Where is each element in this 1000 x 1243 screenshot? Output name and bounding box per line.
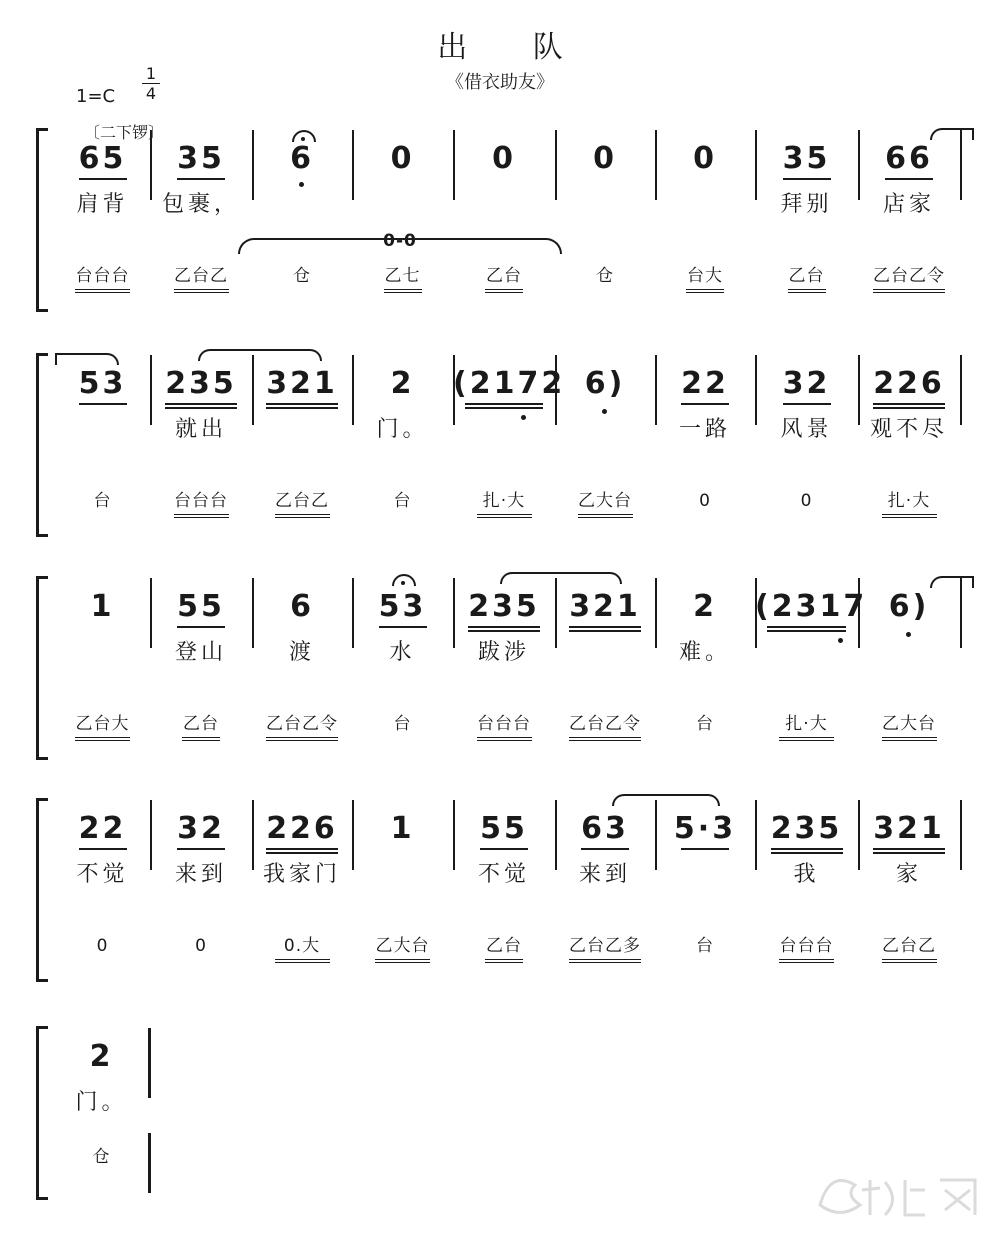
- staff-system: [0, 568, 1000, 758]
- percussion-underline: [75, 289, 130, 290]
- percussion-syllable: 0.大: [283, 936, 321, 956]
- jianpu-note: 226: [266, 811, 338, 846]
- beam-line: [771, 848, 843, 850]
- jianpu-note: 5·3: [673, 811, 737, 846]
- staff-system: [0, 345, 1000, 535]
- jianpu-note: 0: [492, 141, 516, 176]
- jianpu-note: 235: [468, 589, 540, 624]
- beam-line: [681, 848, 729, 850]
- percussion-underline: [788, 292, 826, 293]
- slur-line: [930, 128, 974, 140]
- lyric-text: 我家门: [262, 862, 341, 887]
- percussion-underline: [686, 289, 724, 290]
- lyric-text: 肩背: [76, 192, 129, 217]
- percussion-underline: [75, 292, 130, 293]
- jianpu-note: 6: [290, 141, 314, 176]
- jianpu-note: 22: [78, 811, 127, 846]
- barline: [148, 1028, 151, 1098]
- beam-line: [771, 852, 843, 854]
- beam-line: [885, 178, 933, 180]
- lyric-text: 门。: [376, 417, 429, 442]
- beam-line: [465, 403, 543, 405]
- percussion-syllable: 乙大台: [578, 491, 632, 511]
- percussion-syllable: 乙七: [384, 266, 421, 286]
- jianpu-note: 53: [378, 589, 427, 624]
- percussion-underline: [686, 292, 724, 293]
- lyric-text: 不觉: [76, 862, 129, 887]
- beam-line: [79, 178, 127, 180]
- percussion-underline: [375, 962, 430, 963]
- time-signature-top: 1: [145, 64, 157, 83]
- lyric-text: 门。: [75, 1090, 128, 1115]
- percussion-syllable: 仓: [92, 1147, 111, 1167]
- jianpu-note: 35: [782, 141, 831, 176]
- beam-line: [873, 852, 945, 854]
- barline: [960, 800, 962, 870]
- slur-line: [612, 794, 720, 806]
- jianpu-note: 53: [78, 366, 127, 401]
- beam-line: [165, 403, 237, 405]
- staff-system: [0, 790, 1000, 980]
- percussion-syllable: 0: [96, 936, 109, 956]
- percussion-underline: [182, 737, 220, 738]
- lyric-text: 登山: [174, 640, 227, 665]
- jianpu-note: 321: [266, 366, 338, 401]
- jianpu-note: 1: [90, 589, 115, 624]
- jianpu-note: 35: [177, 141, 225, 176]
- jianpu-note: 6): [584, 366, 626, 401]
- percussion-underline: [275, 962, 330, 963]
- lyric-text: 一路: [678, 417, 731, 442]
- percussion-underline: [174, 517, 229, 518]
- percussion-underline: [569, 740, 641, 741]
- beam-line: [266, 407, 338, 409]
- time-signature: [142, 64, 160, 103]
- percussion-underline: [75, 740, 130, 741]
- percussion-underline: [275, 514, 330, 515]
- jianpu-note: 2: [89, 1039, 114, 1074]
- lyric-text: 包裹，: [161, 192, 240, 217]
- percussion-syllable: 乙台乙令: [873, 266, 945, 286]
- lyric-text: 观不尽: [869, 417, 948, 442]
- jianpu-note: 66: [885, 141, 933, 176]
- low-octave-dot: [602, 409, 607, 414]
- percussion-underline: [375, 959, 430, 960]
- gong-instruction: 〔二下锣〕: [84, 123, 165, 142]
- percussion-underline: [788, 289, 826, 290]
- beam-line: [465, 407, 543, 409]
- percussion-underline: [873, 289, 945, 290]
- time-signature-bottom: 4: [142, 83, 160, 103]
- lyric-text: 拜别: [780, 192, 833, 217]
- jianpu-note: (2172: [453, 366, 566, 401]
- beam-line: [767, 630, 846, 632]
- barline: [148, 1133, 151, 1193]
- percussion-underline: [569, 962, 641, 963]
- slur-line: [500, 572, 622, 584]
- jianpu-note: 55: [177, 589, 225, 624]
- beam-line: [767, 626, 846, 628]
- system-bracket: [36, 128, 48, 312]
- lyric-text: 渡: [288, 640, 315, 665]
- percussion-underline: [266, 740, 338, 741]
- jianpu-note: (2317: [755, 589, 868, 624]
- lyric-text: 来到: [174, 862, 227, 887]
- percussion-underline: [569, 959, 641, 960]
- staff-system: [0, 120, 1000, 310]
- percussion-underline: [384, 292, 422, 293]
- percussion-underline: [779, 959, 834, 960]
- percussion-underline: [882, 517, 937, 518]
- percussion-syllable: 乙台乙令: [569, 714, 641, 734]
- jianpu-note: 32: [782, 366, 831, 401]
- lyric-text: 不觉: [477, 862, 530, 887]
- percussion-syllable: 0: [699, 491, 711, 511]
- lyric-text: 我: [793, 862, 820, 887]
- percussion-underline: [485, 962, 523, 963]
- jianpu-note: 321: [873, 811, 945, 846]
- beam-line: [266, 848, 338, 850]
- system-bracket: [36, 798, 48, 982]
- beam-line: [581, 848, 629, 850]
- beam-line: [681, 403, 729, 405]
- percussion-syllable: 0: [800, 491, 813, 511]
- percussion-syllable: 台台台: [779, 936, 834, 956]
- percussion-syllable: 乙台大: [75, 714, 130, 734]
- percussion-syllable: 台: [696, 714, 714, 734]
- percussion-syllable: 台: [93, 491, 112, 511]
- beam-line: [468, 630, 540, 632]
- jianpu-note: 6): [888, 589, 930, 624]
- low-octave-dot: [299, 182, 304, 187]
- percussion-syllable: 台大: [687, 266, 723, 286]
- percussion-underline: [569, 737, 641, 738]
- key-signature: 1=C: [76, 86, 116, 107]
- percussion-underline: [477, 514, 532, 515]
- percussion-underline: [75, 737, 130, 738]
- percussion-underline: [578, 514, 633, 515]
- lyric-text: 难。: [678, 640, 731, 665]
- percussion-underline: [384, 289, 422, 290]
- beam-line: [569, 626, 641, 628]
- lyric-text: 家: [895, 862, 922, 887]
- percussion-syllable: 乙台乙令: [266, 714, 338, 734]
- barline: [960, 130, 962, 200]
- low-octave-dot: [521, 415, 526, 420]
- percussion-syllable: 台: [393, 491, 412, 511]
- low-octave-dot: [838, 638, 843, 643]
- lyric-text: 水: [389, 640, 416, 665]
- percussion-underline: [477, 517, 532, 518]
- beam-line: [873, 403, 945, 405]
- percussion-syllable: 0: [195, 936, 207, 956]
- beam-line: [480, 848, 528, 850]
- percussion-syllable: 乙台: [486, 266, 522, 286]
- beam-line: [79, 403, 127, 405]
- jianpu-note: 55: [480, 811, 528, 846]
- beam-line: [266, 403, 338, 405]
- percussion-underline: [485, 292, 523, 293]
- percussion-underline: [882, 740, 937, 741]
- percussion-underline: [477, 740, 532, 741]
- percussion-underline: [779, 962, 834, 963]
- jianpu-note: 22: [681, 366, 729, 401]
- percussion-syllable: 台台台: [477, 714, 531, 734]
- percussion-underline: [578, 517, 633, 518]
- percussion-underline: [882, 737, 937, 738]
- jianpu-note: 6: [290, 589, 314, 624]
- lyric-text: 就出: [174, 417, 227, 442]
- percussion-underline: [182, 740, 220, 741]
- percussion-syllable: 乙台: [183, 714, 219, 734]
- percussion-underline: [779, 740, 834, 741]
- beam-line: [569, 630, 641, 632]
- system-bracket: [36, 576, 48, 760]
- percussion-underline: [174, 292, 229, 293]
- fermata-icon: [392, 574, 416, 586]
- percussion-underline: [174, 514, 229, 515]
- beam-line: [177, 626, 225, 628]
- page-title: 出 队: [437, 30, 591, 65]
- percussion-underline: [266, 737, 338, 738]
- percussion-syllable: 台台台: [174, 491, 228, 511]
- jianpu-note: 0: [693, 141, 717, 176]
- slur-line: [55, 353, 119, 365]
- beam-line: [79, 848, 127, 850]
- system-bracket: [36, 353, 48, 537]
- percussion-syllable: 台: [393, 714, 412, 734]
- percussion-underline: [485, 289, 523, 290]
- jianpu-note: 65: [78, 141, 127, 176]
- jianpu-note: 0: [593, 141, 617, 176]
- percussion-syllable: 乙台乙: [882, 936, 936, 956]
- percussion-syllable: 台: [696, 936, 714, 956]
- percussion-syllable: 扎·大: [785, 714, 828, 734]
- beam-line: [873, 848, 945, 850]
- beam-line: [165, 407, 237, 409]
- barline: [960, 355, 962, 425]
- system-bracket: [36, 1026, 48, 1200]
- jianpu-note: 226: [873, 366, 945, 401]
- percussion-underline: [275, 959, 330, 960]
- beam-line: [873, 407, 945, 409]
- beam-line: [783, 403, 831, 405]
- lyric-text: 店家: [882, 192, 935, 217]
- percussion-underline: [882, 959, 937, 960]
- percussion-syllable: 仓: [293, 266, 311, 286]
- jianpu-note: 235: [165, 366, 237, 401]
- jianpu-note: 2: [390, 366, 415, 401]
- percussion-syllable: 乙大台: [882, 714, 936, 734]
- lyric-text: 来到: [578, 862, 631, 887]
- percussion-syllable: 乙大台: [375, 936, 430, 956]
- slur-line: [198, 349, 322, 361]
- percussion-underline: [275, 517, 330, 518]
- jianpu-note: 63: [581, 811, 629, 846]
- beam-line: [379, 626, 427, 628]
- subtitle: 《借衣助友》: [446, 72, 554, 93]
- jianpu-note: 32: [177, 811, 225, 846]
- percussion-underline: [485, 959, 523, 960]
- percussion-underline: [882, 962, 937, 963]
- percussion-syllable: 仓: [596, 266, 614, 286]
- beam-line: [468, 626, 540, 628]
- percussion-underline: [174, 289, 229, 290]
- roll-marker: 0-0: [383, 231, 417, 251]
- jianpu-note: 0: [390, 141, 415, 176]
- percussion-syllable: 台台台: [75, 266, 130, 286]
- percussion-underline: [882, 514, 937, 515]
- percussion-syllable: 乙台乙: [275, 491, 329, 511]
- beam-line: [177, 848, 225, 850]
- percussion-underline: [873, 292, 945, 293]
- percussion-underline: [477, 737, 532, 738]
- percussion-syllable: 乙台乙多: [569, 936, 641, 956]
- beam-line: [266, 852, 338, 854]
- beam-line: [177, 178, 225, 180]
- percussion-syllable: 扎·大: [482, 491, 526, 511]
- lyric-text: 跋涉: [477, 640, 530, 665]
- beam-line: [783, 178, 831, 180]
- jianpu-note: 2: [693, 589, 717, 624]
- jianpu-note: 1: [390, 811, 415, 846]
- percussion-syllable: 扎·大: [887, 491, 931, 511]
- slur-line: [930, 576, 974, 588]
- low-octave-dot: [906, 632, 911, 637]
- barline: [960, 578, 962, 648]
- jianpu-note: 235: [770, 811, 843, 846]
- watermark-logo-icon: [800, 1160, 990, 1230]
- percussion-underline: [779, 737, 834, 738]
- percussion-syllable: 乙台: [486, 936, 522, 956]
- percussion-syllable: 乙台乙: [174, 266, 228, 286]
- lyric-text: 风景: [780, 417, 833, 442]
- percussion-syllable: 乙台: [788, 266, 825, 286]
- jianpu-note: 321: [569, 589, 641, 624]
- fermata-icon: [292, 130, 316, 142]
